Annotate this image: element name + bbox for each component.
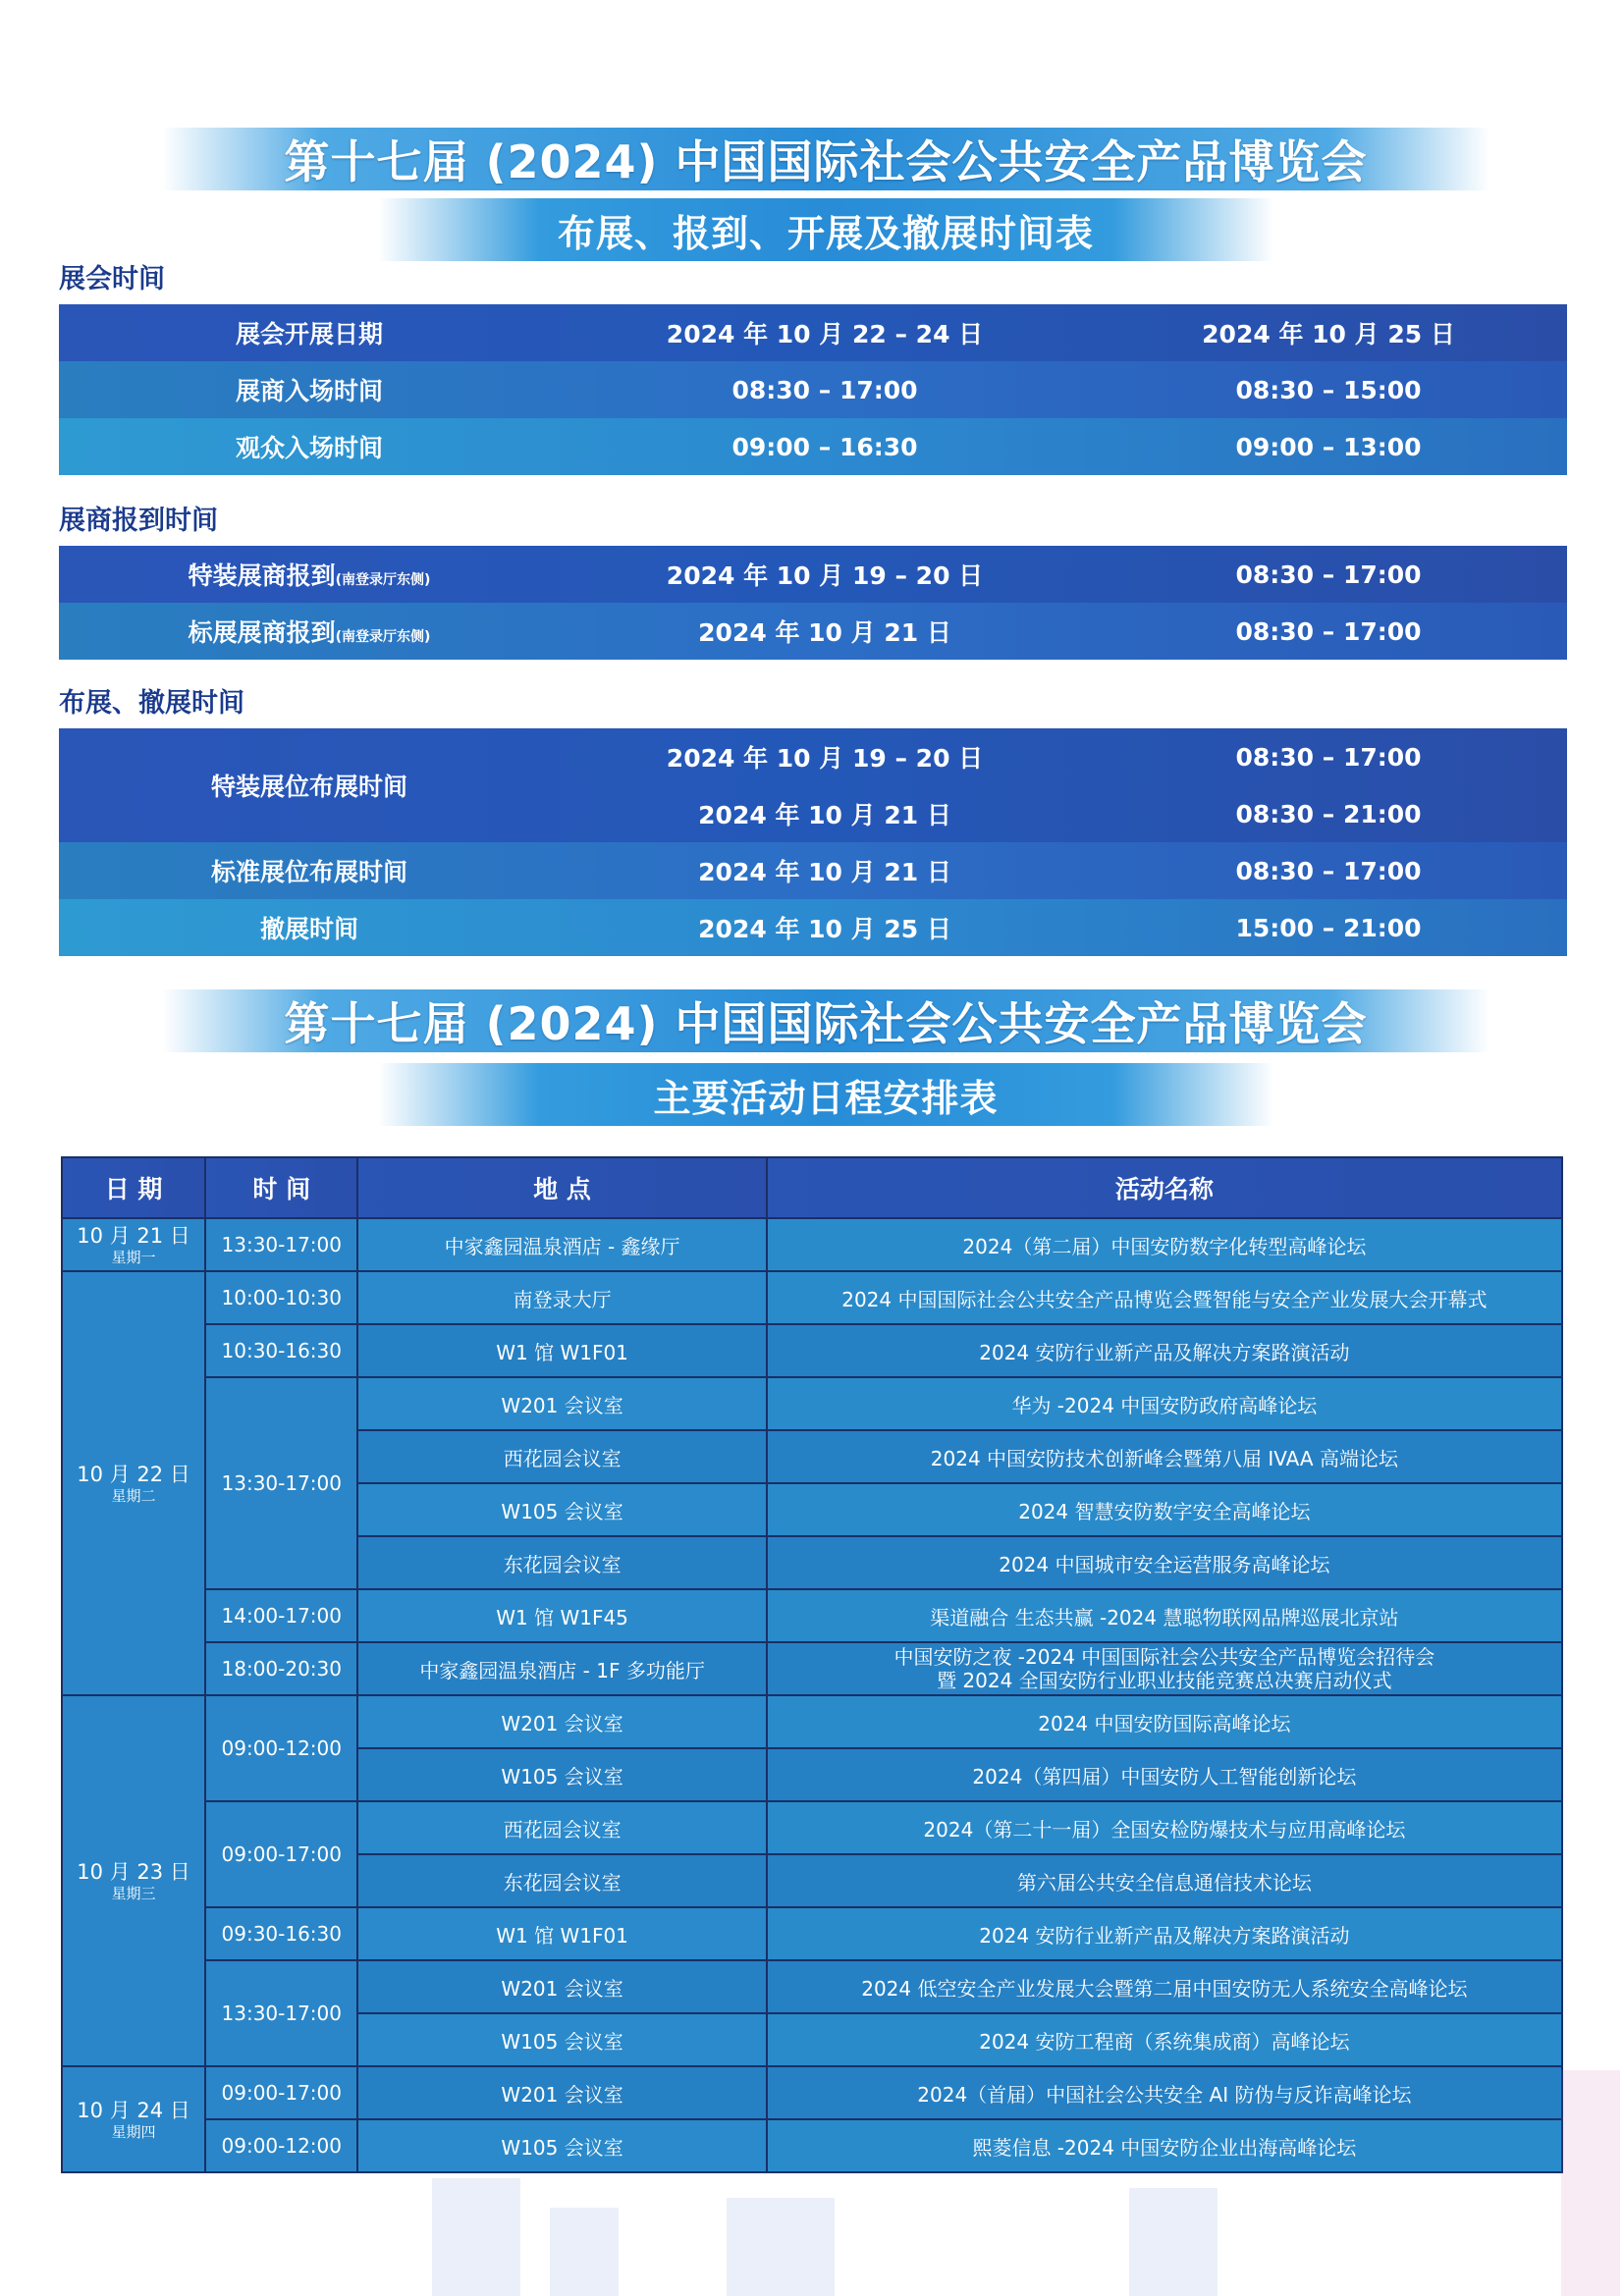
time-cell: 13:30-17:00 bbox=[205, 1377, 357, 1589]
weekday-text: 星期三 bbox=[111, 1885, 156, 1902]
date-text: 10 月 23 日 bbox=[77, 1860, 190, 1884]
place-cell: W201 会议室 bbox=[357, 1695, 766, 1748]
place-cell: 西花园会议室 bbox=[357, 1430, 766, 1483]
exhibition-time-table bbox=[59, 304, 1567, 475]
activity-cell: 2024 中国安防技术创新峰会暨第八届 IVAA 高端论坛 bbox=[767, 1430, 1562, 1483]
weekday-text: 星期四 bbox=[111, 2123, 156, 2141]
weekday-text: 星期一 bbox=[111, 1249, 156, 1266]
section-title-setup: 布展、撤展时间 bbox=[59, 688, 244, 719]
row-value-2: 08:30 – 17:00 bbox=[1235, 742, 1422, 772]
decorative-building bbox=[1561, 2070, 1620, 2296]
page-subtitle-banner-1: 布展、报到、开展及撤展时间表 bbox=[378, 198, 1273, 261]
activity-cell: 第六届公共安全信息通信技术论坛 bbox=[767, 1854, 1562, 1907]
row-value-1: 2024 年 10 月 21 日 bbox=[698, 858, 951, 886]
schedule-header-row bbox=[62, 1157, 1562, 1218]
row-label bbox=[59, 546, 560, 603]
activity-cell: 2024 智慧安防数字安全高峰论坛 bbox=[767, 1483, 1562, 1536]
place-cell: W105 会议室 bbox=[357, 1483, 766, 1536]
activity-cell: 2024（首届）中国社会公共安全 AI 防伪与反诈高峰论坛 bbox=[767, 2066, 1562, 2119]
place-cell: W1 馆 W1F01 bbox=[357, 1907, 766, 1960]
decorative-building bbox=[550, 2208, 619, 2296]
header-time: 时 间 bbox=[205, 1157, 357, 1218]
date-cell bbox=[62, 1218, 205, 1271]
row-value-1: 2024 年 10 月 21 日 bbox=[698, 618, 951, 647]
place-cell: 中家鑫园温泉酒店 - 鑫缘厅 bbox=[357, 1218, 766, 1271]
place-cell: 东花园会议室 bbox=[357, 1854, 766, 1907]
row-value-1: 2024 年 10 月 22 – 24 日 bbox=[666, 320, 984, 348]
place-cell: 西花园会议室 bbox=[357, 1801, 766, 1854]
activity-cell: 2024（第二十一届）全国安检防爆技术与应用高峰论坛 bbox=[767, 1801, 1562, 1854]
table-row bbox=[62, 1271, 1562, 1324]
table-row bbox=[62, 2119, 1562, 2172]
place-cell: W105 会议室 bbox=[357, 1748, 766, 1801]
time-cell: 13:30-17:00 bbox=[205, 1960, 357, 2066]
row-value-2: 08:30 – 17:00 bbox=[1235, 856, 1422, 885]
time-cell: 09:00-17:00 bbox=[205, 2066, 357, 2119]
activity-cell: 2024 安防工程商（系统集成商）高峰论坛 bbox=[767, 2013, 1562, 2066]
activity-cell: 2024 中国安防国际高峰论坛 bbox=[767, 1695, 1562, 1748]
activity-cell: 华为 -2024 中国安防政府高峰论坛 bbox=[767, 1377, 1562, 1430]
table-row bbox=[62, 1218, 1562, 1271]
decorative-building bbox=[1129, 2188, 1218, 2296]
place-cell: W201 会议室 bbox=[357, 1377, 766, 1430]
time-cell: 18:00-20:30 bbox=[205, 1642, 357, 1695]
time-cell: 09:30-16:30 bbox=[205, 1907, 357, 1960]
place-cell: 东花园会议室 bbox=[357, 1536, 766, 1589]
page-title-banner-1: 第十七届 (2024) 中国国际社会公共安全产品博览会 bbox=[162, 128, 1489, 190]
table-row bbox=[62, 1589, 1562, 1642]
table-row bbox=[59, 361, 1567, 418]
time-cell: 13:30-17:00 bbox=[205, 1218, 357, 1271]
table-row bbox=[62, 1960, 1562, 2013]
table-row bbox=[62, 2066, 1562, 2119]
place-cell: W1 馆 W1F01 bbox=[357, 1324, 766, 1377]
place-cell: W105 会议室 bbox=[357, 2119, 766, 2172]
date-cell bbox=[62, 1271, 205, 1695]
date-cell bbox=[62, 1695, 205, 2066]
row-value-2: 08:30 – 17:00 bbox=[1235, 560, 1422, 589]
page-subtitle-banner-2: 主要活动日程安排表 bbox=[378, 1063, 1273, 1126]
activity-cell: 2024 中国城市安全运营服务高峰论坛 bbox=[767, 1536, 1562, 1589]
schedule-table bbox=[61, 1156, 1563, 2173]
activity-cell: 2024 中国国际社会公共安全产品博览会暨智能与安全产业发展大会开幕式 bbox=[767, 1271, 1562, 1324]
activity-cell bbox=[767, 1642, 1562, 1695]
time-cell: 10:00-10:30 bbox=[205, 1271, 357, 1324]
time-cell: 09:00-17:00 bbox=[205, 1801, 357, 1907]
decorative-building bbox=[727, 2198, 835, 2296]
table-row bbox=[62, 1907, 1562, 1960]
row-label: 特装展位布展时间 bbox=[210, 773, 407, 801]
time-cell: 09:00-12:00 bbox=[205, 1695, 357, 1801]
date-text: 10 月 21 日 bbox=[77, 1224, 190, 1248]
place-cell: W201 会议室 bbox=[357, 1960, 766, 2013]
row-label-note: (南登录厅东侧) bbox=[335, 629, 431, 645]
row-label: 标准展位布展时间 bbox=[210, 858, 407, 886]
header-place: 地 点 bbox=[357, 1157, 766, 1218]
place-cell: W1 馆 W1F45 bbox=[357, 1589, 766, 1642]
row-value-1: 2024 年 10 月 19 – 20 日 bbox=[666, 561, 984, 590]
date-text: 10 月 22 日 bbox=[77, 1463, 190, 1486]
activity-line-2: 暨 2024 全国安防行业职业技能竞赛总决赛启动仪式 bbox=[937, 1669, 1392, 1692]
row-value-2: 08:30 – 21:00 bbox=[1235, 799, 1422, 828]
activity-cell: 2024 安防行业新产品及解决方案路演活动 bbox=[767, 1324, 1562, 1377]
header-activity: 活动名称 bbox=[767, 1157, 1562, 1218]
date-text: 10 月 24 日 bbox=[77, 2099, 190, 2122]
page-title-banner-2: 第十七届 (2024) 中国国际社会公共安全产品博览会 bbox=[162, 989, 1489, 1052]
row-value-1: 2024 年 10 月 25 日 bbox=[698, 915, 951, 943]
row-label: 展会开展日期 bbox=[235, 320, 383, 348]
place-cell: W105 会议室 bbox=[357, 2013, 766, 2066]
activity-cell: 2024 低空安全产业发展大会暨第二届中国安防无人系统安全高峰论坛 bbox=[767, 1960, 1562, 2013]
table-row bbox=[62, 1695, 1562, 1748]
setup-time-table bbox=[59, 728, 1567, 956]
table-row bbox=[59, 418, 1567, 475]
row-value-2: 15:00 – 21:00 bbox=[1235, 913, 1422, 942]
section-title-exhibition: 展会时间 bbox=[59, 264, 165, 294]
table-row bbox=[62, 1324, 1562, 1377]
row-label bbox=[59, 603, 560, 660]
checkin-time-table bbox=[59, 546, 1567, 660]
table-row bbox=[62, 1801, 1562, 1854]
date-cell bbox=[62, 2066, 205, 2172]
row-value-2: 09:00 – 13:00 bbox=[1235, 432, 1422, 461]
table-row bbox=[62, 1377, 1562, 1430]
table-row bbox=[59, 728, 1567, 785]
row-label-text: 特装展商报到 bbox=[188, 561, 336, 590]
row-value-1: 2024 年 10 月 21 日 bbox=[698, 801, 951, 829]
table-row bbox=[59, 842, 1567, 899]
row-label: 撤展时间 bbox=[259, 915, 358, 943]
row-value-1: 08:30 – 17:00 bbox=[731, 375, 918, 404]
row-label-text: 标展展商报到 bbox=[188, 618, 336, 647]
table-row bbox=[62, 1642, 1562, 1695]
activity-cell: 熙菱信息 -2024 中国安防企业出海高峰论坛 bbox=[767, 2119, 1562, 2172]
row-value-2: 08:30 – 15:00 bbox=[1235, 375, 1422, 404]
table-row bbox=[59, 603, 1567, 660]
time-cell: 09:00-12:00 bbox=[205, 2119, 357, 2172]
table-row bbox=[59, 304, 1567, 361]
weekday-text: 星期二 bbox=[111, 1487, 156, 1505]
activity-line-1: 中国安防之夜 -2024 中国国际社会公共安全产品博览会招待会 bbox=[893, 1645, 1435, 1669]
table-row bbox=[59, 546, 1567, 603]
row-label-note: (南登录厅东侧) bbox=[335, 572, 431, 588]
row-value-1: 2024 年 10 月 19 – 20 日 bbox=[666, 744, 984, 773]
row-value-1: 09:00 – 16:30 bbox=[731, 432, 918, 461]
row-label: 观众入场时间 bbox=[235, 434, 383, 462]
decorative-building bbox=[432, 2178, 520, 2296]
activity-cell: 渠道融合 生态共赢 -2024 慧聪物联网品牌巡展北京站 bbox=[767, 1589, 1562, 1642]
time-cell: 14:00-17:00 bbox=[205, 1589, 357, 1642]
place-cell: W201 会议室 bbox=[357, 2066, 766, 2119]
row-value-2: 08:30 – 17:00 bbox=[1235, 616, 1422, 646]
row-label: 展商入场时间 bbox=[235, 377, 383, 405]
activity-cell: 2024 安防行业新产品及解决方案路演活动 bbox=[767, 1907, 1562, 1960]
activity-cell: 2024（第四届）中国安防人工智能创新论坛 bbox=[767, 1748, 1562, 1801]
row-value-2: 2024 年 10 月 25 日 bbox=[1202, 320, 1455, 348]
place-cell: 南登录大厅 bbox=[357, 1271, 766, 1324]
time-cell: 10:30-16:30 bbox=[205, 1324, 357, 1377]
place-cell: 中家鑫园温泉酒店 - 1F 多功能厅 bbox=[357, 1642, 766, 1695]
header-date: 日 期 bbox=[62, 1157, 205, 1218]
table-row bbox=[59, 899, 1567, 956]
activity-cell: 2024（第二届）中国安防数字化转型高峰论坛 bbox=[767, 1218, 1562, 1271]
section-title-checkin: 展商报到时间 bbox=[59, 506, 218, 536]
